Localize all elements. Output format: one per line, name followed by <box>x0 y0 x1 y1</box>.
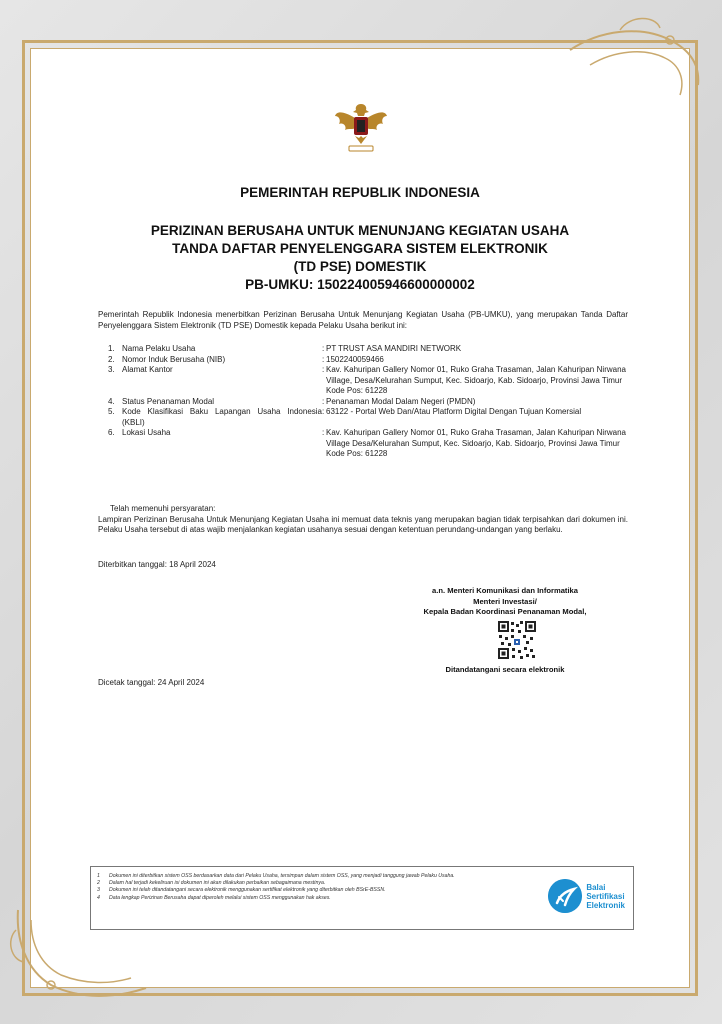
item-number: 6. <box>108 428 115 437</box>
item-value <box>326 428 626 460</box>
item-separator: : <box>322 396 325 406</box>
note-text: Dalam hal terjadi kekeliruan isi dokumen ini akan dilakukan perbaikan sebagaimana mestinya. <box>109 880 326 887</box>
requirements-section <box>98 504 628 536</box>
note-number: 4 <box>97 894 100 901</box>
list-item <box>108 355 628 366</box>
logo-line: Sertifikasi <box>586 891 625 901</box>
list-item <box>108 344 628 355</box>
item-value <box>326 365 626 397</box>
requirements-text: Lampiran Perizinan Berusaha Untuk Menunjang Kegiatan Usaha ini memuat data teknis yang merupakan bagian tidak terpisahkan dari dokumen ini. Pelaku Usaha tersebut di atas wajib menjalankan kegiatan usahanya sesuai dengan ketentuan perundang-undangan yang berlaku. <box>98 514 628 534</box>
license-number: PB-UMKU: 150224005946600000002 <box>245 277 475 292</box>
government-heading: PEMERINTAH REPUBLIK INDONESIA <box>240 185 480 200</box>
note-text: Data lengkap Perizinan Berusaha dapat diperoleh melalui sistem OSS menggunakan hak akses. <box>109 894 331 901</box>
footer-note <box>97 895 497 902</box>
bsre-logo-text <box>586 883 625 910</box>
note-number: 3 <box>97 887 100 894</box>
item-label: Nama Pelaku Usaha <box>122 344 196 353</box>
item-value: 63122 - Portal Web Dan/Atau Platform Digital Dengan Tujuan Komersial <box>326 407 582 416</box>
license-title <box>30 222 690 294</box>
item-separator: : <box>322 344 325 353</box>
note-text: Dokumen ini diterbitkan sistem OSS berdasarkan data dari Pelaku Usaha, tersimpan dalam sistem OSS, yang menjadi tanggung jawab Pelaku Usaha. <box>109 873 455 879</box>
address-text: Kav. Kahuripan Gallery Nomor 01, Ruko Graha Trasaman, Jalan Kahuripan Nirwana Village, Desa/Kelurahan Sumput, Kec. Sidoarjo, Kab. Sidoarjo, Provinsi Jawa Timur <box>326 365 626 385</box>
item-separator: : <box>322 354 325 364</box>
bsre-logo-icon <box>548 879 582 913</box>
signatory-block <box>400 586 610 618</box>
footer-note <box>97 880 497 887</box>
item-separator: : <box>322 407 325 416</box>
list-item <box>108 365 628 397</box>
logo-line: Elektronik <box>586 900 625 910</box>
item-separator: : <box>322 428 325 437</box>
item-label: Lokasi Usaha <box>122 428 171 437</box>
item-label: Status Penanaman Modal <box>122 396 215 406</box>
title-line: TANDA DAFTAR PENYELENGGARA SISTEM ELEKTRONIK <box>172 241 548 256</box>
footer-note <box>97 887 497 894</box>
title-line: PERIZINAN BERUSAHA UNTUK MENUNJANG KEGIATAN USAHA <box>150 223 570 238</box>
printed-date: Dicetak tanggal: 24 April 2024 <box>98 678 205 687</box>
title-line: (TD PSE) DOMESTIK <box>293 259 427 274</box>
item-number: 1. <box>108 344 115 353</box>
item-number: 3. <box>108 365 115 374</box>
list-item <box>108 397 628 408</box>
intro-paragraph: Pemerintah Republik Indonesia menerbitkan Perizinan Berusaha Untuk Menunjang Kegiatan Usaha (PB-UMKU), yang merupakan Tanda Daftar Penyelenggara Sistem Elektronik (TD PSE) Domestik kepada Pelaku Usaha berikut ini: <box>98 310 628 330</box>
item-number: 5. <box>108 407 115 416</box>
footer-note <box>97 873 497 880</box>
item-value: PT TRUST ASA MANDIRI NETWORK <box>326 344 462 353</box>
item-label: Alamat Kantor <box>122 365 173 374</box>
item-separator: : <box>322 365 325 374</box>
electronic-signature-note: Ditandatangani secara elektronik <box>445 665 565 674</box>
item-value: Penanaman Modal Dalam Negeri (PMDN) <box>326 396 476 406</box>
footer-notes <box>97 873 497 902</box>
location-text: Kav. Kahuripan Gallery Nomor 01, Ruko Graha Trasaman, Jalan Kahuripan Nirwana Village Desa/Kelurahan Sumput, Kec. Sidoarjo, Kab. Sidoarjo, Provinsi Jawa Timur <box>326 428 626 448</box>
signatory-line: a.n. Menteri Komunikasi dan Informatika <box>432 586 578 595</box>
certificate-content <box>30 48 690 988</box>
signatory-line: Kepala Badan Koordinasi Penanaman Modal, <box>423 607 587 616</box>
garuda-emblem-icon <box>333 98 389 158</box>
bsre-logo <box>548 879 625 913</box>
item-value: 1502240059466 <box>326 354 384 364</box>
qr-code-icon <box>497 620 537 660</box>
list-item <box>108 428 628 460</box>
requirements-lead: Telah memenuhi persyaratan: <box>110 504 216 513</box>
postal-code: Kode Pos: 61228 <box>326 386 388 395</box>
issued-date: Diterbitkan tanggal: 18 April 2024 <box>98 560 216 569</box>
footer-notes-box <box>90 866 634 930</box>
business-details-list <box>108 344 628 460</box>
postal-code: Kode Pos: 61228 <box>326 449 388 458</box>
note-text: Dokumen ini telah ditandatangani secara elektronik menggunakan sertifikat elektronik yang diterbitkan oleh BSrE-BSSN. <box>109 887 386 894</box>
list-item <box>108 407 628 428</box>
item-label: Kode Klasifikasi Baku Lapangan Usaha Indonesia (KBLI) <box>122 407 322 427</box>
item-number: 2. <box>108 354 115 364</box>
item-label: Nomor Induk Berusaha (NIB) <box>122 354 226 364</box>
item-number: 4. <box>108 396 115 406</box>
note-number: 1 <box>97 873 100 879</box>
logo-line: Balai <box>586 882 606 892</box>
signatory-line: Menteri Investasi/ <box>473 596 537 606</box>
note-number: 2 <box>97 880 100 887</box>
